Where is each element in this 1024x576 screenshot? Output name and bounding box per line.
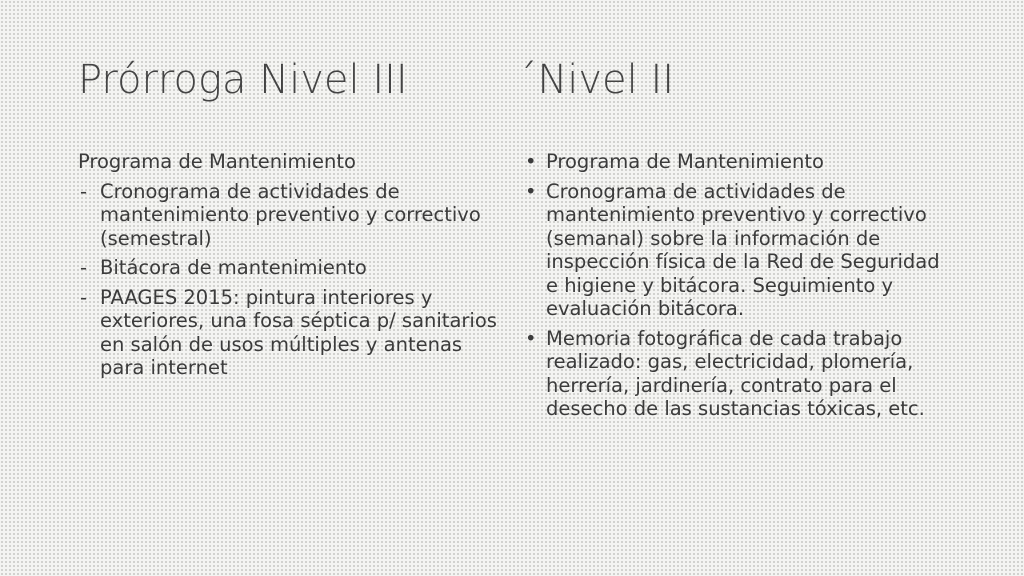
list-item xyxy=(522,180,952,321)
list-item xyxy=(78,256,498,280)
list-item-text: Programa de Mantenimiento xyxy=(546,150,824,173)
list-item-text: Memoria fotográfica de cada trabajo realizado: gas, electricidad, plomería, herrería, jardinería, contrato para el desecho de las sustancias tóxicas, etc. xyxy=(546,326,925,420)
bullet-icon: • xyxy=(525,179,537,203)
list-item-text: Bitácora de mantenimiento xyxy=(100,256,367,279)
list-item xyxy=(78,180,498,251)
list-item xyxy=(522,150,952,174)
list-item-text: Cronograma de actividades de mantenimiento preventivo y correctivo (semanal) sobre la información de inspección física de la Red de Seguridad e higiene y bitácora. Seguimiento y evaluación bitácora. xyxy=(546,179,940,320)
bullet-icon: • xyxy=(525,326,537,350)
bullet-icon: • xyxy=(525,150,537,173)
right-column-list xyxy=(522,150,952,421)
title-left: Prórroga Nivel III xyxy=(78,57,408,103)
dash-marker: - xyxy=(80,285,88,309)
dash-marker: - xyxy=(80,256,88,279)
dash-marker: - xyxy=(80,179,88,203)
left-column-list xyxy=(78,180,498,380)
right-column xyxy=(522,150,952,427)
left-column xyxy=(78,150,498,386)
list-item xyxy=(522,327,952,421)
left-column-heading: Programa de Mantenimiento xyxy=(78,150,356,173)
title-right: ´Nivel II xyxy=(518,57,675,103)
list-item xyxy=(78,286,498,380)
list-item-text: PAAGES 2015: pintura interiores y exteriores, una fosa séptica p/ sanitarios en salón de usos múltiples y antenas para internet xyxy=(100,285,497,379)
list-item-text: Cronograma de actividades de mantenimiento preventivo y correctivo (semestral) xyxy=(100,179,481,250)
